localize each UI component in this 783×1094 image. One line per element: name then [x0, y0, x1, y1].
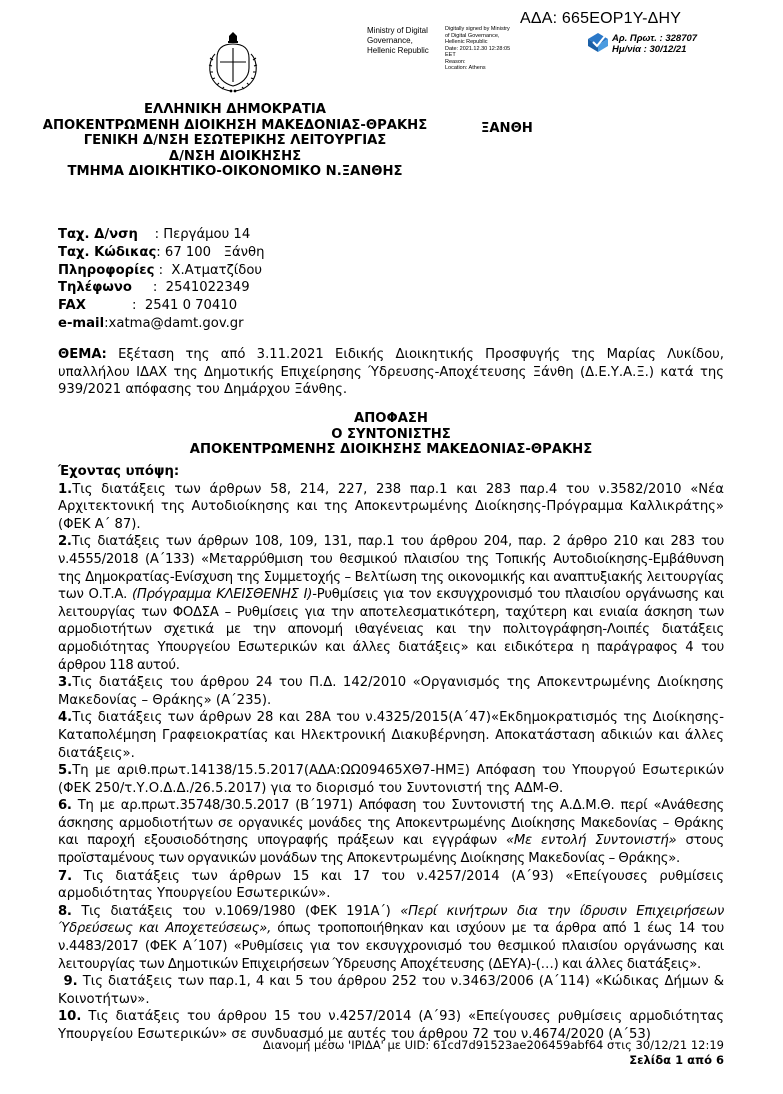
item-italic-text: «Περί κινήτρων δια την ίδρυσιν Επιχειρήσεων Ύδρεύσεως και Αποχετεύσεως», [58, 903, 724, 937]
item-text: -Ρυθμίσεις για τον εκσυγχρονισμό του πλαισίου οργάνωσης και λειτουργίας των ΦΟΔΣΑ – Ρυθμίσεις για την αποτελεσματικότερη, ταχύτερη και ενιαία άσκηση των αρμοδιοτήτων σχετικά με την απονομή ιθαγένειας και την πολιτογράφηση-Λοιπές διατάξεις αρμοδιότητας Υπουργείου Εσωτερικών και άλλες διατάξεις» και ειδικότερα η παράγραφος 4 του άρθρου 118 αυτού. [58, 587, 725, 673]
contact-label: Τηλέφωνο [58, 280, 132, 296]
signature-issuer [367, 26, 439, 56]
subject-paragraph [58, 346, 724, 399]
item-text: Τις διατάξεις του άρθρου 15 του ν.4257/2014 (Α΄93) «Επείγουσες ρυθμίσεις αρμοδιότητας Υπουργείου Εσωτερικών» σε συνδυασμό με αυτές του άρθρου 72 του ν.4674/2020 (Α΄53) [58, 1009, 724, 1042]
contact-label: FAX [58, 298, 86, 314]
item-italic-text: «Με εντολή Συντονιστή» [506, 833, 677, 849]
item-number: 10. [58, 1009, 82, 1025]
protocol-info [612, 33, 697, 55]
contact-value: : 2541022349 [131, 280, 250, 296]
city-name: ΞΑΝΘΗ [481, 121, 533, 136]
header-line: ΤΜΗΜΑ ΔΙΟΙΚΗΤΙΚΟ-ΟΙΚΟΝΟΜΙΚΟ Ν.ΞΑΝΘΗΣ [67, 164, 403, 179]
greek-emblem-icon [203, 30, 263, 94]
contact-row [58, 315, 264, 333]
header-line: ΕΛΛΗΝΙΚΗ ΔΗΜΟΚΡΑΤΙΑ [143, 102, 327, 117]
list-item [58, 868, 724, 903]
contact-email[interactable]: :xatma@damt.gov.gr [104, 315, 244, 331]
contact-label: Πληροφορίες [58, 262, 155, 278]
contact-row [58, 279, 264, 297]
item-text: Τις διατάξεις του άρθρου 24 του Π.Δ. 142/2010 «Οργανισμός της Αποκεντρωμένης Διοίκησης Μακεδονίας – Θράκης» (Α΄235). [58, 675, 724, 708]
header-line: ΑΠΟΚΕΝΤΡΩΜΕΝΗ ΔΙΟΙΚΗΣΗ ΜΑΚΕΔΟΝΙΑΣ-ΘΡΑΚΗΣ [42, 117, 428, 133]
list-item [58, 674, 724, 709]
contact-label: Ταχ. Δ/νση [58, 227, 138, 242]
item-number: 6. [58, 798, 72, 814]
subject-label: ΘΕΜΑ: [58, 347, 107, 362]
signature-detail-line: Reason: [445, 58, 466, 65]
item-number: 2. [58, 534, 72, 550]
signature-detail-line: Hellenic Republic [445, 39, 488, 45]
contact-row [58, 226, 264, 244]
header-line: ΓΕΝΙΚΗ Δ/ΝΣΗ ΕΣΩΤΕΡΙΚΗΣ ΛΕΙΤΟΥΡΓΙΑΣ [83, 133, 387, 148]
signature-issuer-line: Hellenic Republic [367, 46, 429, 55]
list-item [58, 481, 724, 534]
contact-value: : 67 100 Ξάνθη [156, 244, 265, 260]
authority-header [40, 102, 430, 180]
signature-detail-line: Location: Athens [445, 65, 486, 71]
signature-detail-line: Date: 2021.12.30 12:28:05 [445, 45, 511, 52]
signature-detail-line: Digitally signed by Ministry [445, 26, 510, 32]
contact-value: : Περγάμου 14 [137, 227, 251, 242]
considering-heading: Έχοντας υπόψη: [58, 464, 180, 479]
item-number: 9. [58, 974, 78, 990]
contact-row [58, 244, 264, 262]
page-number: Σελίδα 1 από 6 [629, 1053, 724, 1067]
digital-signature-icon [585, 30, 611, 54]
item-number: 4. [58, 710, 73, 726]
signature-detail-line: EET [445, 52, 456, 58]
item-text: Τις διατάξεις των παρ.1, 4 και 5 του άρθρου 252 του ν.3463/2006 (Α΄114) «Κώδικας Δήμων & Κοινοτήτων». [58, 974, 725, 1007]
item-text: Τις διατάξεις των άρθρων 28 και 28Α του ν.4325/2015(Α΄47)«Εκδημοκρατισμός της Διοίκησης-Καταπολέμηση Γραφειοκρατίας και Ηλεκτρονική Διακυβέρνηση. Αποκατάσταση αδικιών και άλλες διατάξεις». [58, 710, 724, 761]
signature-details [445, 26, 555, 72]
decision-line: Ο ΣΥΝΤΟΝΙΣΤΗΣ [331, 426, 451, 442]
distribution-note: Διανομή μέσω 'ΙΡΙΔΑ' με UID: 61cd7d91523ae206459abf64 στις 30/12/21 12:19 [262, 1038, 724, 1052]
list-item [58, 973, 724, 1008]
contact-value: : 2541 0 70410 [85, 298, 238, 314]
decision-line: ΑΠΟΚΕΝΤΡΩΜΕΝΗΣ ΔΙΟΙΚΗΣΗΣ ΜΑΚΕΔΟΝΙΑΣ-ΘΡΑΚΗΣ [189, 442, 593, 458]
item-number: 5. [58, 763, 73, 779]
item-text: Τη με αριθ.πρωτ.14138/15.5.2017(ΑΔΑ:ΩΩ09465ΧΘ7-ΗΜΞ) Απόφαση του Υπουργού Εσωτερικών (ΦΕΚ 250/τ.Υ.Ο.Δ.Δ./26.5.2017) για το διορισμό του Συντονιστή της ΑΔΜ-Θ. [58, 763, 724, 796]
decision-title: ΑΠΟΦΑΣΗ [354, 411, 428, 426]
contact-label: e-mail [58, 315, 105, 331]
contact-row [58, 262, 264, 280]
decision-heading [58, 411, 724, 458]
item-text: Τις διατάξεις του ν.1069/1980 (ΦΕΚ 191Α΄) [71, 903, 401, 919]
protocol-date: Ημ/νία : 30/12/21 [612, 44, 687, 55]
document-body [58, 463, 724, 1044]
item-number: 3. [58, 675, 73, 691]
header-line: Δ/ΝΣΗ ΔΙΟΙΚΗΣΗΣ [168, 148, 302, 164]
item-text: Τη με αρ.πρωτ.35748/30.5.2017 (Β΄1971) Απόφαση του Συντονιστή της Α.Δ.Μ.Θ. περί «Ανάθεσης άσκησης αρμοδιοτήτων σε οργανικές μονάδες της Αποκεντρωμένης Διοίκησης Μακεδονίας – Θράκης και παροχή εξουσιοδότησης υπογραφής πράξεων και εγγράφων [58, 798, 724, 849]
list-item [58, 797, 724, 867]
item-text: Τις διατάξεις των άρθρων 58, 214, 227, 238 παρ.1 και 283 παρ.4 του ν.3582/2010 «Νέα Αρχιτεκτονική της Αυτοδιοίκησης και της Αποκεντρωμένης Διοίκησης-Πρόγραμμα Καλλικράτης» (ΦΕΚ Α΄ 87). [58, 481, 724, 532]
list-item [58, 533, 724, 674]
item-italic-text: (Πρόγραμμα ΚΛΕΙΣΘΕΝΗΣ Ι) [131, 587, 313, 603]
list-item [58, 762, 724, 797]
contact-details [58, 226, 264, 333]
signature-issuer-line: Governance, [367, 36, 413, 45]
protocol-number: Αρ. Πρωτ. : 328707 [612, 33, 698, 44]
item-text: Τις διατάξεις των άρθρων 108, 109, 131, παρ.1 του άρθρου 204, παρ. 2 άρθρο 210 και 283 του ν.4555/2018 (Α΄133) «Μεταρρύθμιση του θεσμικού πλαισίου της Τοπικής Αυτοδιοίκησης-Εμβάθυνση της Δημοκρατίας-Ενίσχυση της Συμμετοχής – Βελτίωση της οικονομικής και αναπτυξιακής λειτουργίας των Ο.Τ.Α. [58, 534, 724, 603]
signature-issuer-line: Ministry of Digital [367, 26, 428, 35]
ada-code: ΑΔΑ: 665ΕΟΡ1Υ-ΔΗΥ [520, 10, 682, 27]
item-text: όπως τροποποιήθηκαν και ισχύουν με τα άρθρα από 1 έως 14 του ν.4483/2017 (ΦΕΚ Α΄107) «Ρυθμίσεις για τον εκσυγχρονισμό του θεσμικού πλαισίου οργάνωσης και λειτουργίας των Δημοτικών Επιχειρήσεων Ύδρευσης Αποχέτευσης (ΔΕΥΑ)-(…) και άλλες διατάξεις». [58, 921, 724, 972]
subject-text: Εξέταση της από 3.11.2021 Ειδικής Διοικητικής Προσφυγής της Μαρίας Λυκίδου, υπαλλήλου ΙΔΑΧ της Δημοτικής Επιχείρησης Ύδρευσης-Αποχέτευσης Ξάνθη (Δ.Ε.Υ.Α.Ξ.) κατά της 939/2021 απόφασης του Δημάρχου Ξάνθης. [58, 347, 724, 398]
item-number: 8. [58, 903, 72, 919]
contact-row [58, 297, 264, 315]
contact-value: : Χ.Ατματζίδου [154, 262, 263, 278]
item-text: Τις διατάξεις των άρθρων 15 και 17 του ν.4257/2014 (Α΄93) «Επείγουσες ρυθμίσεις αρμοδιότητας Υπουργείου Εσωτερικών». [58, 868, 724, 902]
list-item [58, 903, 724, 973]
item-number: 1. [58, 481, 73, 497]
item-text: στους προϊσταμένους των οργανικών μονάδων της Αποκεντρωμένης Διοίκησης Μακεδονίας – Θράκης». [58, 833, 724, 867]
page-footer [240, 1038, 724, 1068]
signature-detail-line: of Digital Governance, [445, 32, 500, 39]
item-number: 7. [58, 868, 73, 884]
list-item [58, 709, 724, 762]
contact-label: Ταχ. Κώδικας [58, 244, 157, 260]
